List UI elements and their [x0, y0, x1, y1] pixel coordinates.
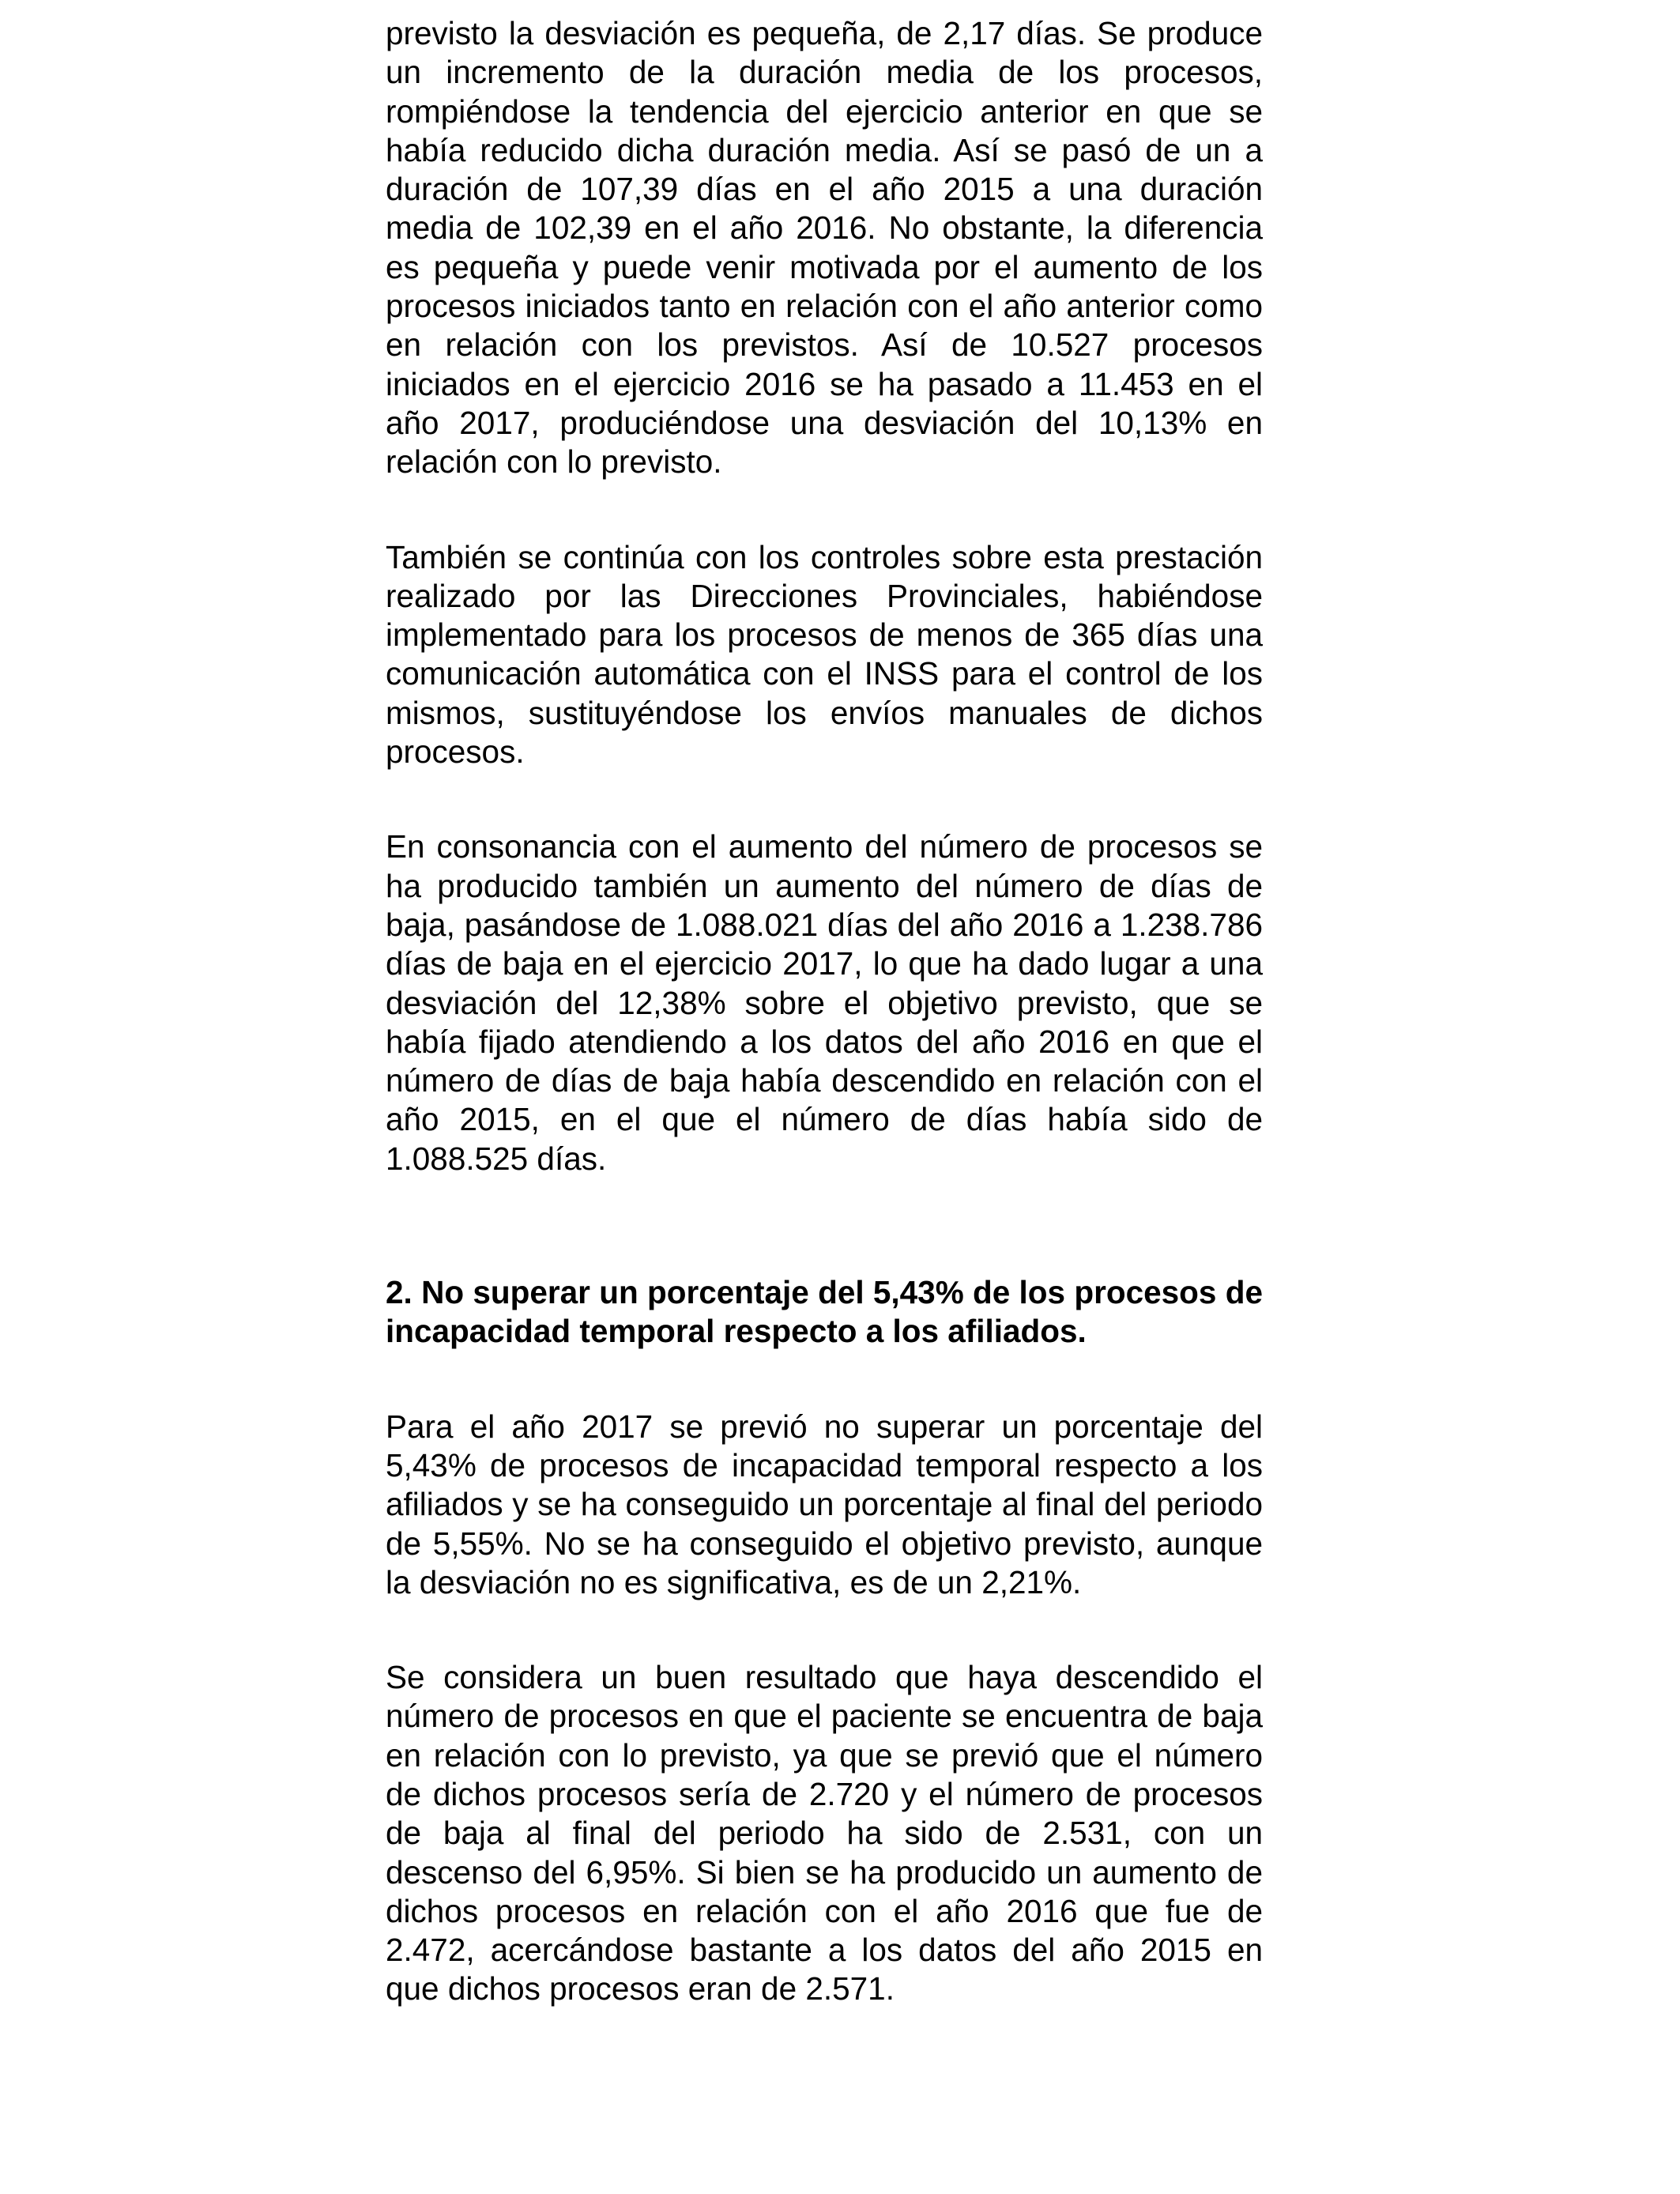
paragraph-duration: previsto la desviación es pequeña, de 2,17 días. Se produce un incremento de la duración media de los procesos, rompiéndose la tendencia del ejercicio anterior en que se había reducido dicha duración media. Así se pasó de un a duración de 107,39 días en el año 2015 a una duración media de 102,39 en el año 2016. No obstante, la diferencia es pequeña y puede venir motivada por el aumento de los procesos iniciados tanto en relación con el año anterior como en relación con los previstos. Así de 10.527 procesos iniciados en el ejercicio 2016 se ha pasado a 11.453 en el año 2017, produciéndose una desviación del 10,13% en relación con lo previsto. — [386, 15, 1263, 481]
paragraph-days-off: En consonancia con el aumento del número de procesos se ha producido también un aumento del número de días de baja, pasándose de 1.088.021 días del año 2016 a 1.238.786 días de baja en el ejercicio 2017, lo que ha dado lugar a una desviación del 12,38% sobre el objetivo previsto, que se había fijado atendiendo a los datos del año 2016 en que el número de días de baja había descendido en relación con el año 2015, en el que el número de días había sido de 1.088.525 días. — [386, 828, 1263, 1177]
paragraph-result: Se considera un buen resultado que haya descendido el número de procesos en que el paciente se encuentra de baja en relación con lo previsto, ya que se previó que el número de dichos procesos sería de 2.720 y el número de procesos de baja al final del periodo ha sido de 2.531, con un descenso del 6,95%. Si bien se ha producido un aumento de dichos procesos en relación con el año 2016 que fue de 2.472, acercándose bastante a los datos del año 2015 en que dichos procesos eran de 2.571. — [386, 1659, 1263, 2007]
section-heading: 2. No superar un porcentaje del 5,43% de los procesos de incapacidad temporal respecto a los afiliados. — [386, 1274, 1263, 1350]
document-page — [386, 14, 1263, 2009]
paragraph-controls: También se continúa con los controles sobre esta prestación realizado por las Direcciones Provinciales, habiéndose implementado para los procesos de menos de 365 días una comunicación automática con el INSS para el control de los mismos, sustituyéndose los envíos manuales de dichos procesos. — [386, 538, 1263, 771]
paragraph-percentage: Para el año 2017 se previó no superar un porcentaje del 5,43% de procesos de incapacidad temporal respecto a los afiliados y se ha conseguido un porcentaje al final del periodo de 5,55%. No se ha conseguido el objetivo previsto, aunque la desviación no es significativa, es de un 2,21%. — [386, 1408, 1263, 1600]
